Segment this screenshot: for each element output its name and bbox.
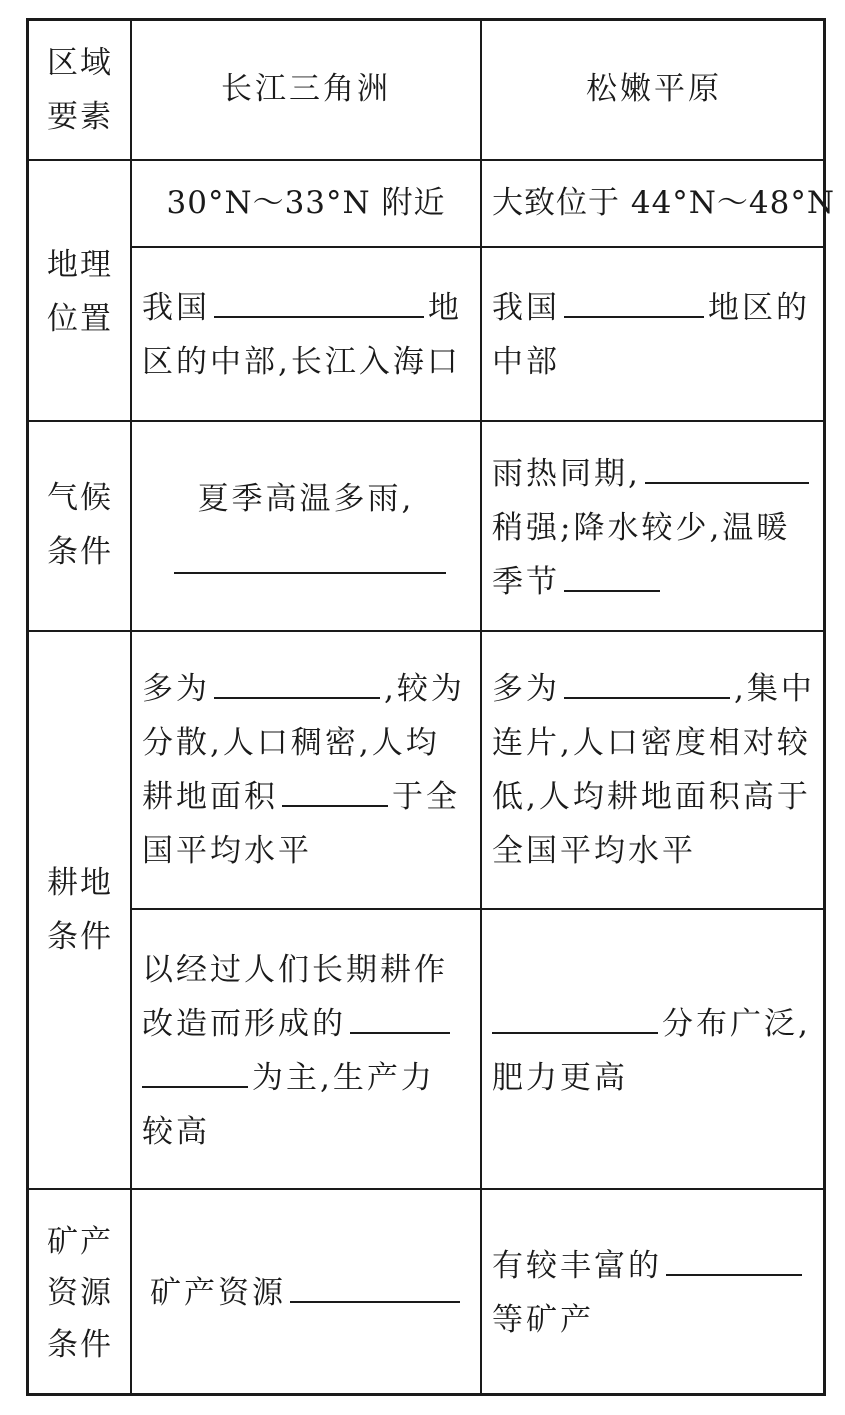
answer-blank	[142, 1060, 248, 1088]
geo-latitude-songnen: 大致位于 44°N～48°N	[492, 185, 835, 221]
label-mineral-line3: 条件	[47, 1327, 113, 1363]
geo-latitude-yangtze: 30°N～33°N 附近	[166, 185, 446, 221]
farmland-text: ,集中	[734, 671, 815, 707]
answer-blank	[174, 546, 446, 574]
answer-blank	[214, 671, 380, 699]
label-geo-line2: 位置	[47, 301, 113, 337]
farmland-b-songnen-line2: 肥力更高	[492, 1060, 628, 1096]
farmland-a-yangtze-line3	[142, 770, 460, 824]
geo-position-songnen-line1	[492, 281, 810, 335]
geo-text: 地区的	[708, 290, 810, 326]
row-divider	[131, 908, 826, 910]
farmland-b-songnen-line1	[492, 997, 811, 1051]
farmland-b-yangtze-line1: 以经过人们长期耕作	[142, 952, 448, 988]
farmland-b-yangtze-line4: 较高	[142, 1114, 210, 1150]
geo-text: 我国	[142, 290, 210, 326]
farmland-text: 于全	[392, 779, 460, 815]
answer-blank	[564, 290, 704, 318]
label-geo-line1: 地理	[47, 247, 113, 283]
row-divider	[26, 420, 826, 422]
farmland-a-yangtze-line4: 国平均水平	[142, 833, 312, 869]
answer-blank	[282, 779, 388, 807]
label-mineral-line2: 资源	[47, 1275, 113, 1311]
header-corner-line1: 区域	[47, 45, 113, 81]
farmland-text: 多为	[492, 671, 560, 707]
mineral-text: 有较丰富的	[492, 1248, 662, 1284]
label-climate-line1: 气候	[47, 480, 113, 516]
farmland-a-songnen-line4: 全国平均水平	[492, 833, 696, 869]
mineral-songnen-line1	[492, 1239, 806, 1293]
climate-songnen-line3	[492, 555, 664, 609]
answer-blank	[666, 1248, 802, 1276]
header-yangtze-delta: 长江三角洲	[221, 71, 391, 107]
answer-blank	[645, 456, 809, 484]
row-divider	[26, 159, 826, 161]
header-songnen-plain: 松嫩平原	[586, 71, 722, 107]
mineral-text: 矿产资源	[150, 1275, 286, 1311]
answer-blank	[564, 564, 660, 592]
climate-songnen-line2: 稍强;降水较少,温暖	[492, 510, 791, 546]
farmland-a-yangtze-line1	[142, 662, 465, 716]
label-farmland-line2: 条件	[47, 919, 113, 955]
mineral-yangtze	[150, 1266, 464, 1320]
answer-blank	[492, 1006, 658, 1034]
farmland-text: 分布广泛,	[662, 1006, 811, 1042]
farmland-b-yangtze-line3	[142, 1051, 435, 1105]
label-mineral-line1: 矿产	[47, 1224, 113, 1260]
mineral-songnen-line2: 等矿产	[492, 1302, 594, 1338]
geo-position-songnen-line2: 中部	[492, 344, 560, 380]
farmland-text: ,较为	[384, 671, 465, 707]
farmland-b-yangtze-line2	[142, 997, 454, 1051]
answer-blank	[350, 1006, 450, 1034]
farmland-a-yangtze-line2: 分散,人口稠密,人均	[142, 725, 440, 761]
farmland-a-songnen-line3: 低,人均耕地面积高于	[492, 779, 811, 815]
header-corner-line2: 要素	[47, 99, 113, 135]
climate-yangtze: 夏季高温多雨,	[197, 481, 415, 517]
farmland-a-songnen-line1	[492, 662, 815, 716]
answer-blank	[214, 290, 424, 318]
farmland-text: 多为	[142, 671, 210, 707]
geo-text: 我国	[492, 290, 560, 326]
row-divider	[26, 630, 826, 632]
farmland-text: 改造而形成的	[142, 1006, 346, 1042]
farmland-text: 为主,生产力	[252, 1060, 435, 1096]
climate-text: 季节	[492, 564, 560, 600]
farmland-text: 耕地面积	[142, 779, 278, 815]
answer-blank	[290, 1275, 460, 1303]
answer-blank	[564, 671, 730, 699]
climate-songnen-line1	[492, 447, 813, 501]
row-divider	[131, 246, 826, 248]
col-divider	[480, 18, 482, 1396]
label-farmland-line1: 耕地	[47, 865, 113, 901]
farmland-a-songnen-line2: 连片,人口密度相对较	[492, 725, 811, 761]
geo-text: 地	[428, 290, 462, 326]
row-divider	[26, 1188, 826, 1190]
climate-text: 雨热同期,	[492, 456, 641, 492]
geo-position-yangtze-line2: 区的中部,长江入海口	[142, 344, 461, 380]
geo-position-yangtze-line1	[142, 281, 462, 335]
label-climate-line2: 条件	[47, 534, 113, 570]
